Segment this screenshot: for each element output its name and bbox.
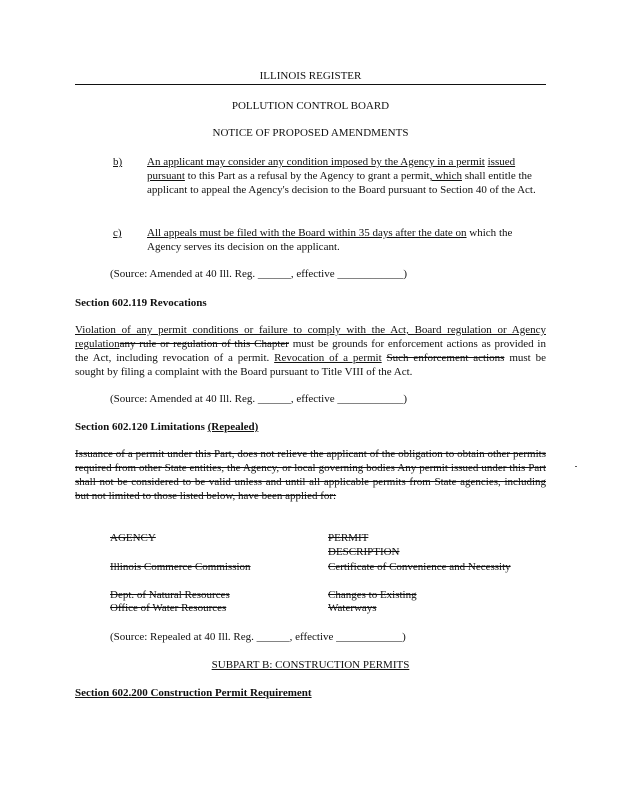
item-b-seg1: An applicant may consider any condition imposed by the Agency in a permit: [147, 156, 485, 168]
sec119-p7: must be sought by filing a complaint with the Board pursuant to Title VIII of the Act.: [75, 352, 546, 378]
item-c-seg2: the date on: [415, 227, 467, 239]
header-rule: [75, 84, 546, 85]
subpart-b-heading: SUBPART B: CONSTRUCTION PERMITS: [211, 659, 410, 671]
table-header-description: DESCRIPTION: [328, 546, 400, 558]
sec119-p6: Such enforcement actions: [386, 352, 505, 364]
item-c-seg1: All appeals must be filed with the Board within 35 days after: [147, 227, 416, 239]
notice-title: NOTICE OF PROPOSED AMENDMENTS: [212, 127, 409, 139]
item-b-seg5: shall entitle the applicant to appeal the Agency's decision to the Board pursuant to Section 40 of the Act.: [147, 170, 536, 196]
table-row-permit: Changes to Existing: [328, 589, 417, 601]
section-120-struck-text: Issuance of a permit under this Part, does not relieve the applicant of the obligation to obtain other permits required from other State entities, the Agency, or local governing bodies Any permit issued under this Part shall not be considered to be valid unless and until all applicable permits from State agencies, including but not limited to those listed below, have been applied for:: [75, 448, 546, 502]
source-note-120: (Source: Repealed at 40 Ill. Reg. ______, effective ____________): [110, 631, 406, 643]
item-b-label: b): [113, 156, 123, 168]
section-120-heading: [75, 420, 258, 434]
item-c-seg4: the Agency serves its decision on the applicant.: [147, 227, 513, 253]
table-header-agency: AGENCY: [110, 532, 156, 544]
item-b-seg3: to this Part as a refusal by the Agency to grant a permit: [184, 170, 430, 182]
sec120-heading-b: (Repealed): [207, 421, 259, 433]
source-note-1: (Source: Amended at 40 Ill. Reg. ______, effective ____________): [110, 268, 408, 280]
section-119-body: [75, 323, 546, 379]
sec119-p2: any rule or regulation of this Chapter: [119, 338, 289, 350]
item-c-seg3: which: [466, 227, 497, 239]
section-119-heading: Section 602.119 Revocations: [75, 297, 207, 309]
table-row-permit: Waterways: [328, 602, 377, 614]
sec120-heading-a: Section 602.120 Limitations: [75, 421, 208, 433]
item-b-seg2: issued pursuant: [147, 156, 516, 182]
table-header-permit: PERMIT: [328, 532, 369, 544]
table-row-agency: Dept. of Natural Resources: [110, 589, 230, 601]
table-row-agency: Illinois Commerce Commission: [110, 561, 251, 573]
stray-mark: [575, 466, 577, 467]
item-c-text: [147, 226, 543, 254]
sec119-p4: Revocation of a permit: [274, 352, 382, 364]
item-b-text: [147, 155, 543, 197]
table-row-permit: Certificate of Convenience and Necessity: [328, 561, 511, 573]
board-title: POLLUTION CONTROL BOARD: [231, 100, 390, 112]
item-b-seg4: , which: [429, 170, 462, 182]
table-row-agency: Office of Water Resources: [110, 602, 227, 614]
sec119-p3: must be grounds for enforcement actions as provided in the Act, including revocation of a permit.: [75, 338, 546, 364]
register-title: ILLINOIS REGISTER: [259, 70, 362, 82]
item-c-label: c): [113, 227, 122, 239]
section-200-heading: Section 602.200 Construction Permit Requirement: [75, 687, 312, 699]
sec119-p1: Violation of any permit conditions or failure to comply with the Act, Board regulation or Agency regulation: [75, 324, 546, 350]
source-note-119: (Source: Amended at 40 Ill. Reg. ______, effective ____________): [110, 393, 408, 405]
